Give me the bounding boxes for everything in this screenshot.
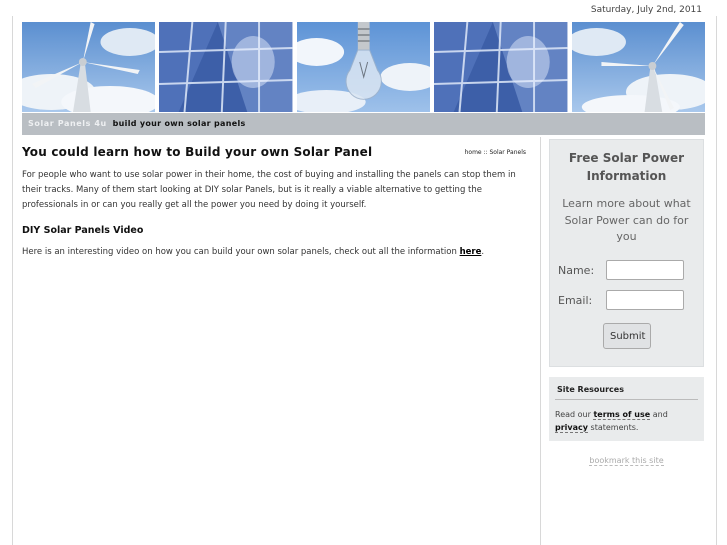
email-field[interactable]: [606, 290, 684, 310]
banner-image-solar-panel: [159, 22, 292, 112]
signup-box: [549, 139, 704, 367]
video-text: Here is an interesting video on how you can build your own solar panels, check out all the information: [22, 247, 460, 257]
bookmark-link[interactable]: bookmark this site: [589, 456, 664, 465]
section-heading: DIY Solar Panels Video: [22, 225, 144, 236]
resources-title: Site Resources: [555, 377, 698, 400]
name-label: Name:: [558, 263, 595, 277]
tagline-bar: [22, 113, 705, 135]
page-title: You could learn how to Build your own Solar Panel: [22, 145, 373, 159]
resources-mid: and: [650, 410, 668, 419]
banner-image-light-bulb: [297, 22, 430, 112]
signup-title: Free Solar Power Information: [568, 151, 685, 183]
email-row: [558, 290, 684, 310]
resources-text: [555, 408, 698, 434]
banner-image-wind-turbine: [22, 22, 155, 112]
signup-subtitle: Learn more about what Solar Power can do for you: [562, 197, 691, 243]
header-banner: [22, 22, 705, 112]
column-divider: [540, 137, 541, 545]
main-content: [22, 145, 528, 260]
terms-link[interactable]: terms of use: [593, 410, 651, 419]
banner-image-wind-turbine-2: [572, 22, 705, 112]
breadcrumb[interactable]: home :: Solar Panels: [464, 149, 526, 156]
name-field[interactable]: [606, 260, 684, 280]
resources-prefix: Read our: [555, 410, 594, 419]
intro-paragraph: For people who want to use solar power in their home, the cost of buying and installing the panels can stop them in their tracks. Many of them start looking at DIY solar Panels, but is it really a viable alternative to getting the professionals in or can you really get all the power you need by doing it yourself.: [22, 170, 516, 210]
banner-image-solar-panel-2: [434, 22, 567, 112]
bookmark-area: [549, 456, 704, 465]
here-link[interactable]: here: [459, 247, 482, 257]
site-slogan: build your own solar panels: [112, 119, 246, 128]
email-label: Email:: [558, 293, 593, 307]
name-row: [558, 260, 684, 280]
site-resources-box: [549, 377, 704, 441]
privacy-link[interactable]: privacy: [555, 423, 588, 432]
site-name[interactable]: Solar Panels 4u: [28, 119, 107, 128]
resources-suffix: statements.: [587, 423, 639, 432]
submit-button[interactable]: Submit: [603, 323, 651, 349]
video-suffix: .: [481, 247, 485, 257]
date-display: Saturday, July 2nd, 2011: [590, 5, 702, 15]
video-paragraph: [22, 245, 528, 260]
